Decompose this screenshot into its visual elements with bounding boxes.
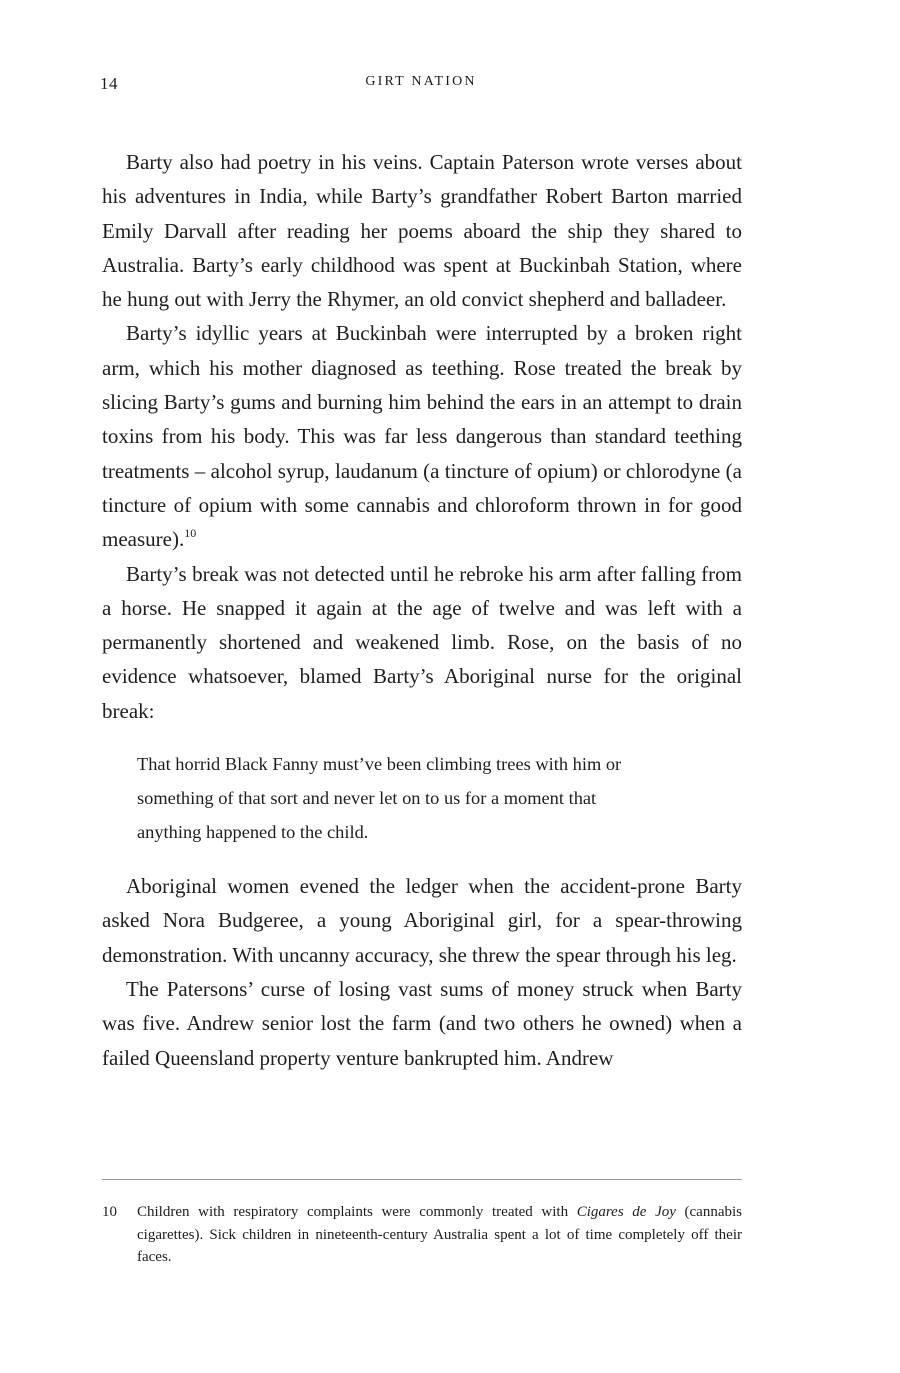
footnote <box>102 1201 742 1269</box>
paragraph-2-text: Barty’s idyllic years at Buckinbah were interrupted by a broken right arm, which his mother diagnosed as teething. Rose treated the break by slicing Barty’s gums and burning him behind the ears in an attempt to drain toxins from his body. This was far less dangerous than standard teething treatments – alcohol syrup, laudanum (a tincture of opium) or chlorodyne (a tincture of opium with some cannabis and chloroform thrown in for good measure). <box>102 321 742 552</box>
quote-line: That horrid Black Fanny must’ve been climbing trees with him or <box>137 754 622 775</box>
footnote-text-before: Children with respiratory complaints were commonly treated with <box>137 1204 577 1220</box>
footnote-reference[interactable]: 10 <box>184 526 197 541</box>
quote-line: something of that sort and never let on to us for a moment that <box>137 788 597 809</box>
running-head <box>100 74 742 94</box>
book-title: GIRT NATION <box>365 74 477 89</box>
paragraph-2 <box>102 316 742 556</box>
footnote-text <box>137 1201 742 1269</box>
footnote-text-after: (cannabis cigarettes). Sick children in nineteenth-century Australia spent a lot of time completely off their faces. <box>137 1204 742 1265</box>
footnote-divider <box>102 1179 742 1180</box>
footnote-number: 10 <box>102 1204 117 1220</box>
block-quote <box>137 747 737 849</box>
body-text <box>102 145 742 1075</box>
paragraph-3: Barty’s break was not detected until he rebroke his arm after falling from a horse. He snapped it again at the age of twelve and was left with a permanently shortened and weakened limb. Rose, on the basis of no evidence whatsoever, blamed Barty’s Aboriginal nurse for the original break: <box>102 561 742 723</box>
page-number: 14 <box>100 74 118 93</box>
paragraph-4: Aboriginal women evened the ledger when the accident-prone Barty asked Nora Budgeree, a young Aboriginal girl, for a spear-throwing demonstration. With uncanny accuracy, she threw the spear through his leg. <box>102 874 742 967</box>
paragraph-5: The Patersons’ curse of losing vast sums of money struck when Barty was five. Andrew senior lost the farm (and two others he owned) when a failed Queensland property venture bankrupted him. Andrew <box>102 976 742 1070</box>
footnote-italic-term: Cigares de Joy <box>576 1204 676 1220</box>
paragraph-1: Barty also had poetry in his veins. Captain Paterson wrote verses about his adventures in India, while Barty’s grandfather Robert Barton married Emily Darvall after reading her poems aboard the ship they shared to Australia. Barty’s early childhood was spent at Buckinbah Station, where he hung out with Jerry the Rhymer, an old convict shepherd and balladeer. <box>102 150 742 312</box>
quote-line: anything happened to the child. <box>137 822 369 843</box>
